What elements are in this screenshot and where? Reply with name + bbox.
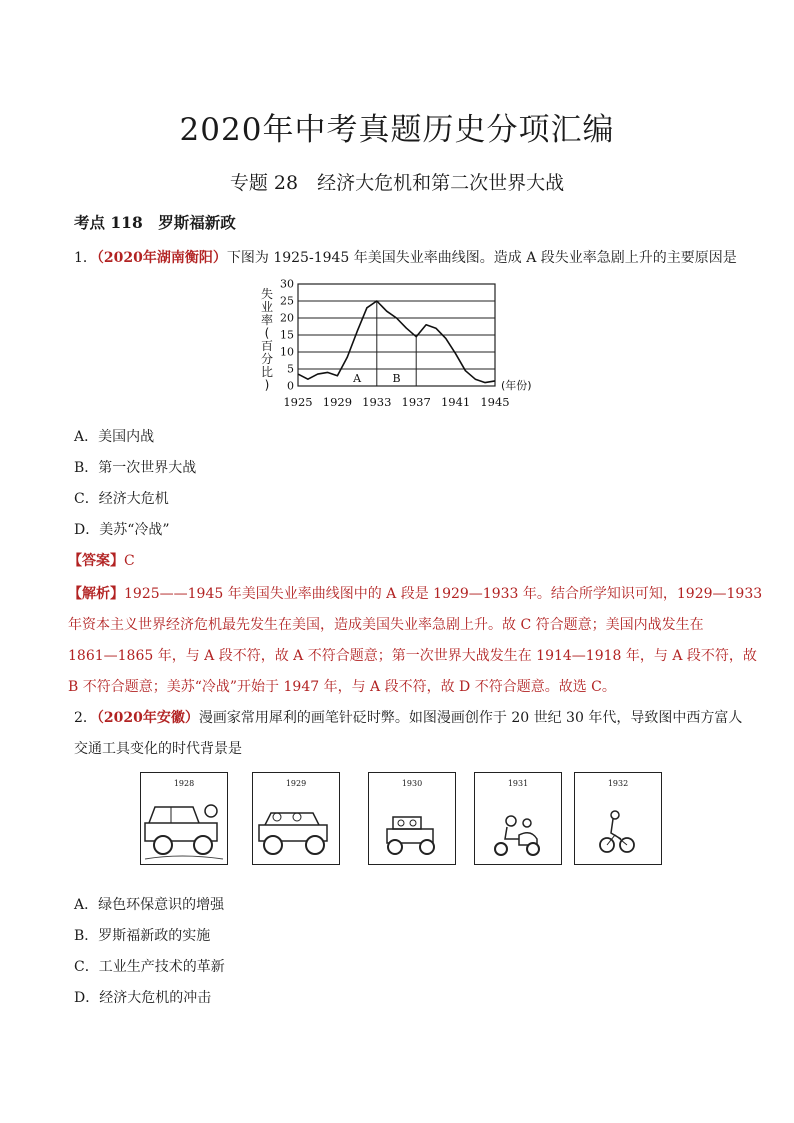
- y-tick-label: 0: [287, 379, 294, 393]
- option-c: C．经济大危机: [74, 491, 169, 507]
- panel-year: 1929: [285, 779, 307, 788]
- panel-year: 1928: [173, 779, 195, 788]
- y-tick-label: 20: [280, 311, 294, 325]
- series-line-unemployment: [298, 301, 495, 383]
- x-tick-label: 1925: [283, 395, 313, 409]
- q2-option-b: B．罗斯福新政的实施: [74, 928, 211, 944]
- question-source: （2020年湖南衡阳）: [96, 250, 227, 266]
- x-tick-label: 1937: [401, 395, 431, 409]
- y-tick-label: 25: [280, 294, 294, 308]
- question-2-stem-1: 2．（2020年安徽）漫画家常用犀利的画笔针砭时弊。如图漫画创作于 20 世纪 30 年代，导致图中西方富人: [74, 710, 743, 726]
- topic-subtitle: 专题 28 经济大危机和第二次世界大战: [229, 172, 565, 194]
- analysis-tag: 【解析】: [68, 586, 124, 602]
- y-axis-label-char: 率: [260, 313, 274, 327]
- y-axis-label-char: 失: [260, 287, 274, 301]
- question-2-stem-2: 交通工具变化的时代背景是: [74, 741, 242, 757]
- y-tick-label: 15: [280, 328, 294, 342]
- section-heading: 考点 118 罗斯福新政: [74, 213, 236, 232]
- panel-year: 1932: [607, 779, 629, 788]
- small-car-icon: [369, 773, 455, 864]
- q2-option-c: C．工业生产技术的革新: [74, 959, 225, 975]
- option-a: A．美国内战: [74, 429, 155, 445]
- cartoon-panel-1930: [368, 772, 456, 865]
- y-axis-label-char: 百: [260, 339, 274, 353]
- panel-year: 1930: [401, 779, 423, 788]
- segment-label-A: A: [353, 372, 362, 385]
- panel-year: 1931: [507, 779, 529, 788]
- cartoon-panel-1928: [140, 772, 228, 865]
- x-tick-label: 1941: [440, 395, 471, 409]
- question-1-stem: [74, 247, 737, 267]
- analysis-line-4: B 不符合题意；美苏“冷战”开始于 1947 年，与 A 段不符，故 D 不符合题意。故选 C。: [68, 679, 616, 695]
- y-axis-label-char: ): [264, 378, 270, 392]
- x-axis-label: (年份): [501, 379, 532, 392]
- option-d: D．美苏“冷战”: [74, 522, 170, 538]
- segment-label-B: B: [392, 372, 401, 385]
- answer-value: C: [124, 553, 135, 569]
- analysis-line-1: 【解析】1925——1945 年美国失业率曲线图中的 A 段是 1929—1933 年。结合所学知识可知，1929—1933: [68, 586, 763, 602]
- y-tick-label: 5: [287, 362, 294, 376]
- cartoon-panel-1931: [474, 772, 562, 865]
- touring-car-icon: [253, 773, 339, 864]
- question-text: 下图为 1925-1945 年美国失业率曲线图。造成 A 段失业率急剧上升的主要原因是: [226, 250, 737, 266]
- q2-option-d: D．经济大危机的冲击: [74, 990, 212, 1006]
- sidecar-motorcycle-icon: [475, 773, 561, 864]
- cartoon-panel-1932: [574, 772, 662, 865]
- answer-line: [68, 550, 135, 570]
- option-b: B．第一次世界大战: [74, 460, 197, 476]
- question-number: 2．: [74, 710, 97, 726]
- question-source: （2020年安徽）: [96, 710, 199, 726]
- y-axis-label-char: 比: [260, 365, 274, 379]
- answer-tag: 【答案】: [68, 553, 124, 569]
- page-title: 2020年中考真题历史分项汇编: [179, 112, 615, 148]
- x-tick-label: 1945: [480, 395, 510, 409]
- x-tick-label: 1933: [362, 395, 392, 409]
- question-number: 1．: [74, 250, 97, 266]
- cartoon-panel-1929: [252, 772, 340, 865]
- y-tick-label: 30: [280, 277, 294, 291]
- limousine-icon: [141, 773, 227, 864]
- analysis-line-2: 年资本主义世界经济危机最先发生在美国，造成美国失业率急剧上升。故 C 符合题意；美国内战发生在: [68, 617, 704, 633]
- y-tick-label: 10: [280, 345, 294, 359]
- bicycle-icon: [575, 773, 661, 864]
- y-axis-label-char: 分: [260, 352, 274, 366]
- q2-option-a: A．绿色环保意识的增强: [74, 897, 225, 913]
- y-axis-label-char: (: [264, 326, 270, 340]
- y-axis-label-char: 业: [260, 300, 274, 314]
- analysis-line-3: 1861—1865 年，与 A 段不符，故 A 不符合题意；第一次世界大战发生在 1914—1918 年，与 A 段不符，故: [68, 648, 757, 664]
- unemployment-chart: [252, 274, 552, 420]
- x-tick-label: 1929: [322, 395, 353, 409]
